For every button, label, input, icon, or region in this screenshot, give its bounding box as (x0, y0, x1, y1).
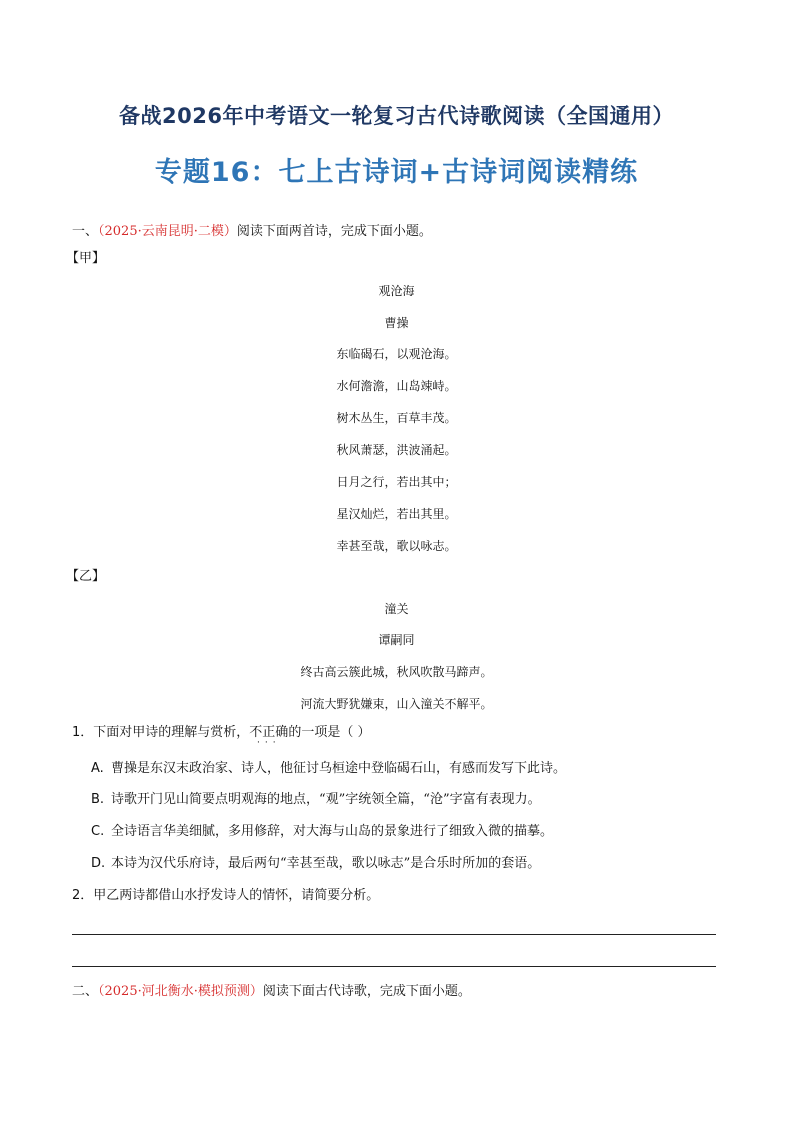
section-1-source: （2025·云南昆明·二模） (98, 224, 237, 239)
option-letter: B. (91, 792, 105, 807)
option-letter: D. (91, 856, 106, 871)
section-2-instruction: 阅读下面古代诗歌，完成下面小题。 (262, 984, 471, 999)
section-2-heading (72, 984, 471, 1000)
option-text: 曹操是东汉末政治家、诗人，他征讨乌桓途中登临碣石山，有感而发写下此诗。 (111, 761, 567, 776)
option-text: 全诗语言华美细腻，多用修辞，对大海与山岛的景象进行了细致入微的描摹。 (111, 824, 554, 839)
question-1-emphasis: 不正确 ··· (249, 725, 289, 748)
question-2 (72, 888, 379, 904)
option-b[interactable] (91, 792, 541, 808)
option-a[interactable] (91, 761, 566, 777)
page-subtitle: 专题16：七上古诗词+古诗词阅读精练 (154, 157, 639, 188)
option-d[interactable] (91, 856, 540, 872)
poem-b-label: 【乙】 (66, 569, 106, 584)
question-2-text: 甲乙两诗都借山水抒发诗人的情怀，请简要分析。 (93, 888, 380, 903)
page-title: 备战2026年中考语文一轮复习古代诗歌阅读（全国通用） (119, 104, 674, 128)
question-2-number: 2． (72, 888, 94, 903)
poem-b-line: 终古高云簇此城，秋风吹散马蹄声。 (300, 665, 493, 679)
poem-a-line: 幸甚至哉，歌以咏志。 (336, 539, 457, 553)
question-1 (72, 725, 371, 748)
option-letter: C. (91, 824, 105, 839)
question-1-number: 1． (72, 725, 94, 740)
poem-a-title: 观沧海 (378, 284, 415, 298)
poem-a-line: 树木丛生，百草丰茂。 (336, 411, 457, 425)
poem-a-author: 曹操 (384, 316, 409, 330)
poem-b-author: 谭嗣同 (378, 633, 415, 647)
section-1-number: 一、 (72, 224, 99, 239)
poem-a-label: 【甲】 (66, 251, 106, 266)
poem-b-line: 河流大野犹嫌束，山入潼关不解平。 (300, 697, 493, 711)
poem-a-line: 秋风萧瑟，洪波涌起。 (336, 443, 457, 457)
poem-a-line: 日月之行，若出其中； (336, 475, 457, 489)
section-2-source: （2025·河北衡水·模拟预测） (98, 984, 263, 999)
option-c[interactable] (91, 824, 553, 840)
option-text: 本诗为汉代乐府诗，最后两句“幸甚至哉，歌以咏志”是合乐时所加的套语。 (111, 856, 541, 871)
question-1-text-after: 的一项是（ ） (288, 725, 371, 740)
poem-b-title: 潼关 (384, 602, 409, 616)
option-letter: A. (91, 761, 104, 776)
section-2-number: 二、 (72, 984, 99, 999)
option-text: 诗歌开门见山简要点明观海的地点，“观”字统领全篇，“沧”字富有表现力。 (111, 792, 541, 807)
poem-a-line: 星汉灿烂，若出其里。 (336, 507, 457, 521)
answer-line[interactable] (72, 934, 716, 935)
poem-a-line: 水何澹澹，山岛竦峙。 (336, 379, 457, 393)
answer-line[interactable] (72, 966, 716, 967)
section-1-instruction: 阅读下面两首诗，完成下面小题。 (236, 224, 432, 239)
section-1-heading (72, 224, 432, 240)
poem-a-line: 东临碣石，以观沧海。 (336, 347, 457, 361)
question-1-text-before: 下面对甲诗的理解与赏析， (93, 725, 250, 740)
